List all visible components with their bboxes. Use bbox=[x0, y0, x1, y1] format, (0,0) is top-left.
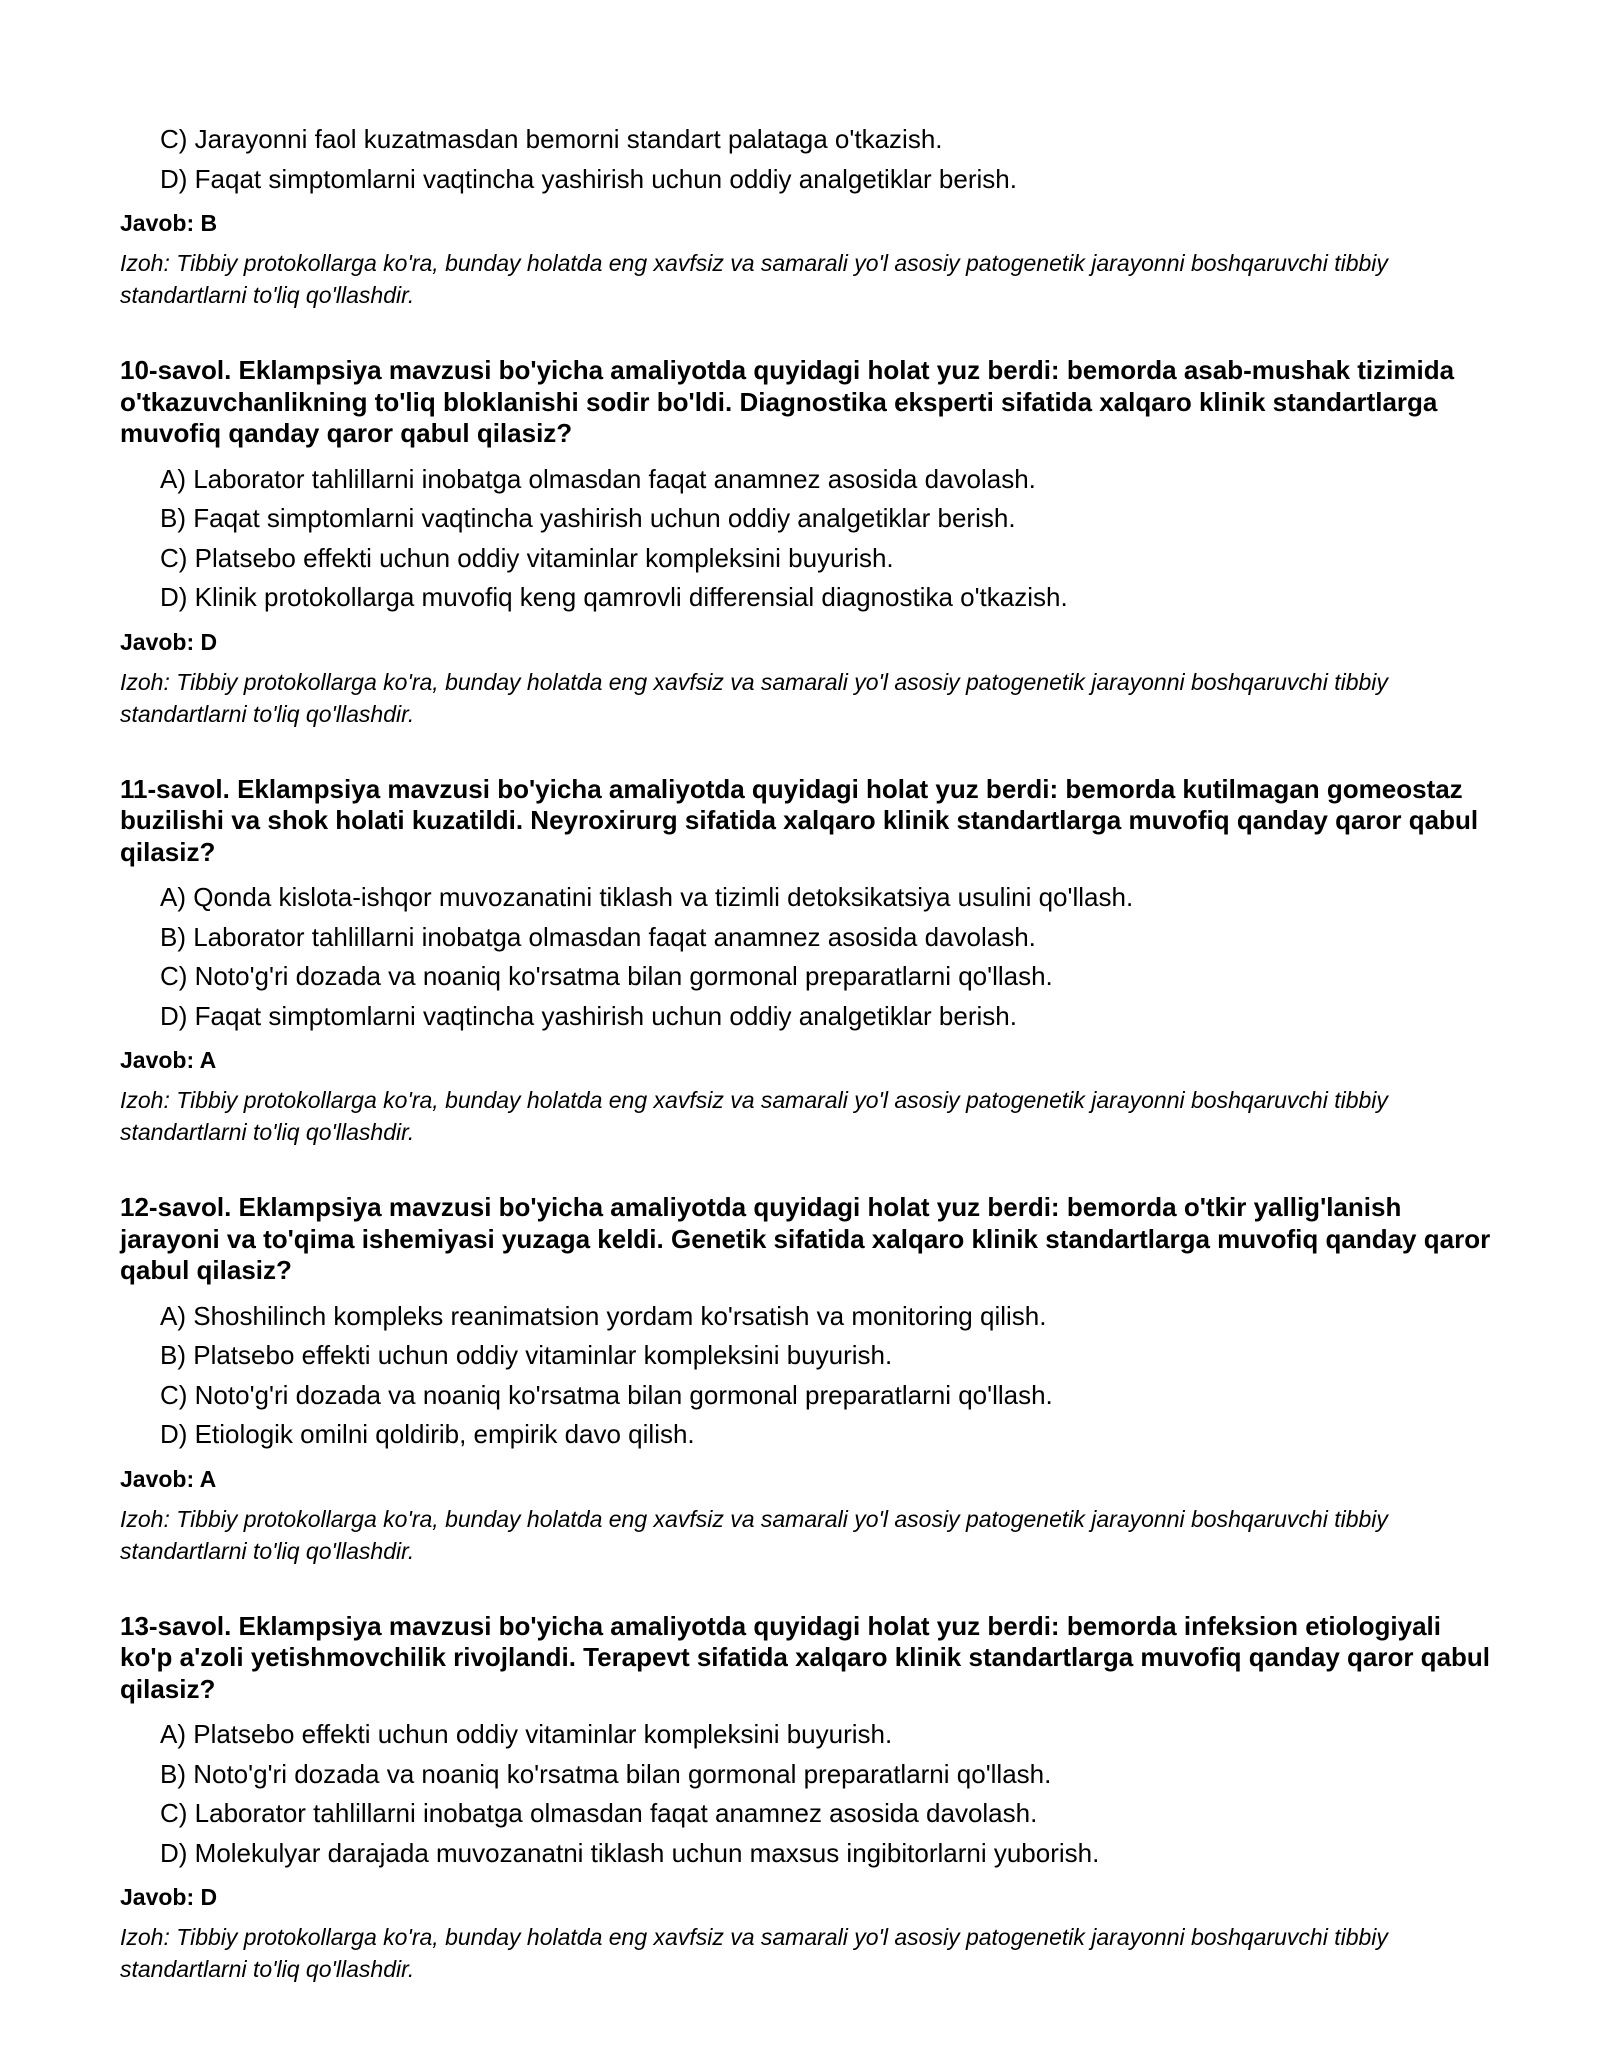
answer-option-b: B) Faqat simptomlarni vaqtincha yashirish uchun oddiy analgetiklar berish. bbox=[160, 503, 1016, 533]
answer-option-a: A) Shoshilinch kompleks reanimatsion yordam ko'rsatish va monitoring qilish. bbox=[160, 1300, 1047, 1331]
question-block-13 bbox=[120, 1611, 1500, 1986]
question-text: 11-savol. Eklampsiya mavzusi bo'yicha amaliyotda quyidagi holat yuz berdi: bemorda kutilmagan gomeostaz buzilishi va shok holati kuzatildi. Neyroxirurg sifatida xalqaro klinik standartlarga muvofiq qanday qaror qabul qilasiz? bbox=[120, 773, 1479, 867]
question-text: 13-savol. Eklampsiya mavzusi bo'yicha amaliyotda quyidagi holat yuz berdi: bemorda infeksion etiologiyali ko'p a'zoli yetishmovchilik rivojlandi. Terapevt sifatida xalqaro klinik standartlarga muvofiq qanday qaror qabul qilasiz? bbox=[120, 1610, 1491, 1704]
explanation-note: Izoh: Tibbiy protokollarga ko'ra, bunday holatda eng xavfsiz va samarali yo'l asosiy patogenetik jarayonni boshqaruvchi tibbiy standartlarni to'liq qo'llashdir. bbox=[120, 1924, 1388, 1982]
explanation-note: Izoh: Tibbiy protokollarga ko'ra, bunday holatda eng xavfsiz va samarali yo'l asosiy patogenetik jarayonni boshqaruvchi tibbiy standartlarni to'liq qo'llashdir. bbox=[120, 668, 1388, 727]
explanation-note: Izoh: Tibbiy protokollarga ko'ra, bunday holatda eng xavfsiz va samarali yo'l asosiy patogenetik jarayonni boshqaruvchi tibbiy standartlarni to'liq qo'llashdir. bbox=[120, 1505, 1388, 1564]
previous-question-tail bbox=[120, 120, 1500, 311]
answer-option-d: D) Faqat simptomlarni vaqtincha yashirish uchun oddiy analgetiklar berish. bbox=[160, 1000, 1017, 1031]
question-text: 10-savol. Eklampsiya mavzusi bo'yicha amaliyotda quyidagi holat yuz berdi: bemorda asab-mushak tizimida o'tkazuvchanlikning to'liq bloklanishi sodir bo'ldi. Diagnostika eksperti sifatida xalqaro klinik standartlarga muvofiq qanday qaror qabul qilasiz? bbox=[120, 355, 1455, 448]
answer-key: Javob: A bbox=[120, 1047, 217, 1073]
answer-key: Javob: D bbox=[120, 1884, 218, 1910]
answer-option-c: C) Noto'g'ri dozada va noaniq ko'rsatma bilan gormonal preparatlarni qo'llash. bbox=[160, 1379, 1053, 1410]
question-block-11 bbox=[120, 774, 1500, 1149]
explanation-note: Izoh: Tibbiy protokollarga ko'ra, bunday holatda eng xavfsiz va samarali yo'l asosiy patogenetik jarayonni boshqaruvchi tibbiy standartlarni to'liq qo'llashdir. bbox=[120, 250, 1388, 308]
answer-option-a: A) Qonda kislota-ishqor muvozanatini tiklash va tizimli detoksikatsiya usulini qo'llash. bbox=[160, 882, 1134, 912]
answer-key: Javob: D bbox=[120, 628, 218, 655]
answer-option-c: C) Laborator tahlillarni inobatga olmasdan faqat anamnez asosida davolash. bbox=[160, 1798, 1038, 1828]
answer-option-b: B) Laborator tahlillarni inobatga olmasdan faqat anamnez asosida davolash. bbox=[160, 921, 1036, 952]
answer-option-c: C) Jarayonni faol kuzatmasdan bemorni standart palataga o'tkazish. bbox=[160, 124, 943, 154]
answer-option-b: B) Noto'g'ri dozada va noaniq ko'rsatma bilan gormonal preparatlarni qo'llash. bbox=[160, 1758, 1052, 1789]
document-page bbox=[120, 120, 1500, 1985]
question-block-12 bbox=[120, 1192, 1500, 1567]
answer-option-d: D) Molekulyar darajada muvozanatni tiklash uchun maxsus ingibitorlarni yuborish. bbox=[160, 1837, 1100, 1868]
answer-option-d: D) Faqat simptomlarni vaqtincha yashirish uchun oddiy analgetiklar berish. bbox=[160, 163, 1017, 194]
explanation-note: Izoh: Tibbiy protokollarga ko'ra, bunday holatda eng xavfsiz va samarali yo'l asosiy patogenetik jarayonni boshqaruvchi tibbiy standartlarni to'liq qo'llashdir. bbox=[120, 1087, 1388, 1145]
question-text: 12-savol. Eklampsiya mavzusi bo'yicha amaliyotda quyidagi holat yuz berdi: bemorda o'tkir yallig'lanish jarayoni va to'qima ishemiyasi yuzaga keldi. Genetik sifatida xalqaro klinik standartlarga muvofiq qanday qaror qabul qilasiz? bbox=[120, 1192, 1491, 1285]
answer-option-c: C) Noto'g'ri dozada va noaniq ko'rsatma bilan gormonal preparatlarni qo'llash. bbox=[160, 961, 1053, 991]
answer-option-c: C) Platsebo effekti uchun oddiy vitaminlar kompleksini buyurish. bbox=[160, 542, 894, 573]
answer-key: Javob: B bbox=[120, 210, 218, 236]
answer-option-a: A) Platsebo effekti uchun oddiy vitaminlar kompleksini buyurish. bbox=[160, 1719, 893, 1749]
question-block-10 bbox=[120, 355, 1500, 730]
answer-option-d: D) Klinik protokollarga muvofiq keng qamrovli differensial diagnostika o'tkazish. bbox=[160, 582, 1068, 612]
answer-option-d: D) Etiologik omilni qoldirib, empirik davo qilish. bbox=[160, 1419, 695, 1449]
answer-key: Javob: A bbox=[120, 1465, 217, 1492]
answer-option-a: A) Laborator tahlillarni inobatga olmasdan faqat anamnez asosida davolash. bbox=[160, 463, 1036, 494]
answer-option-b: B) Platsebo effekti uchun oddiy vitaminlar kompleksini buyurish. bbox=[160, 1340, 893, 1370]
